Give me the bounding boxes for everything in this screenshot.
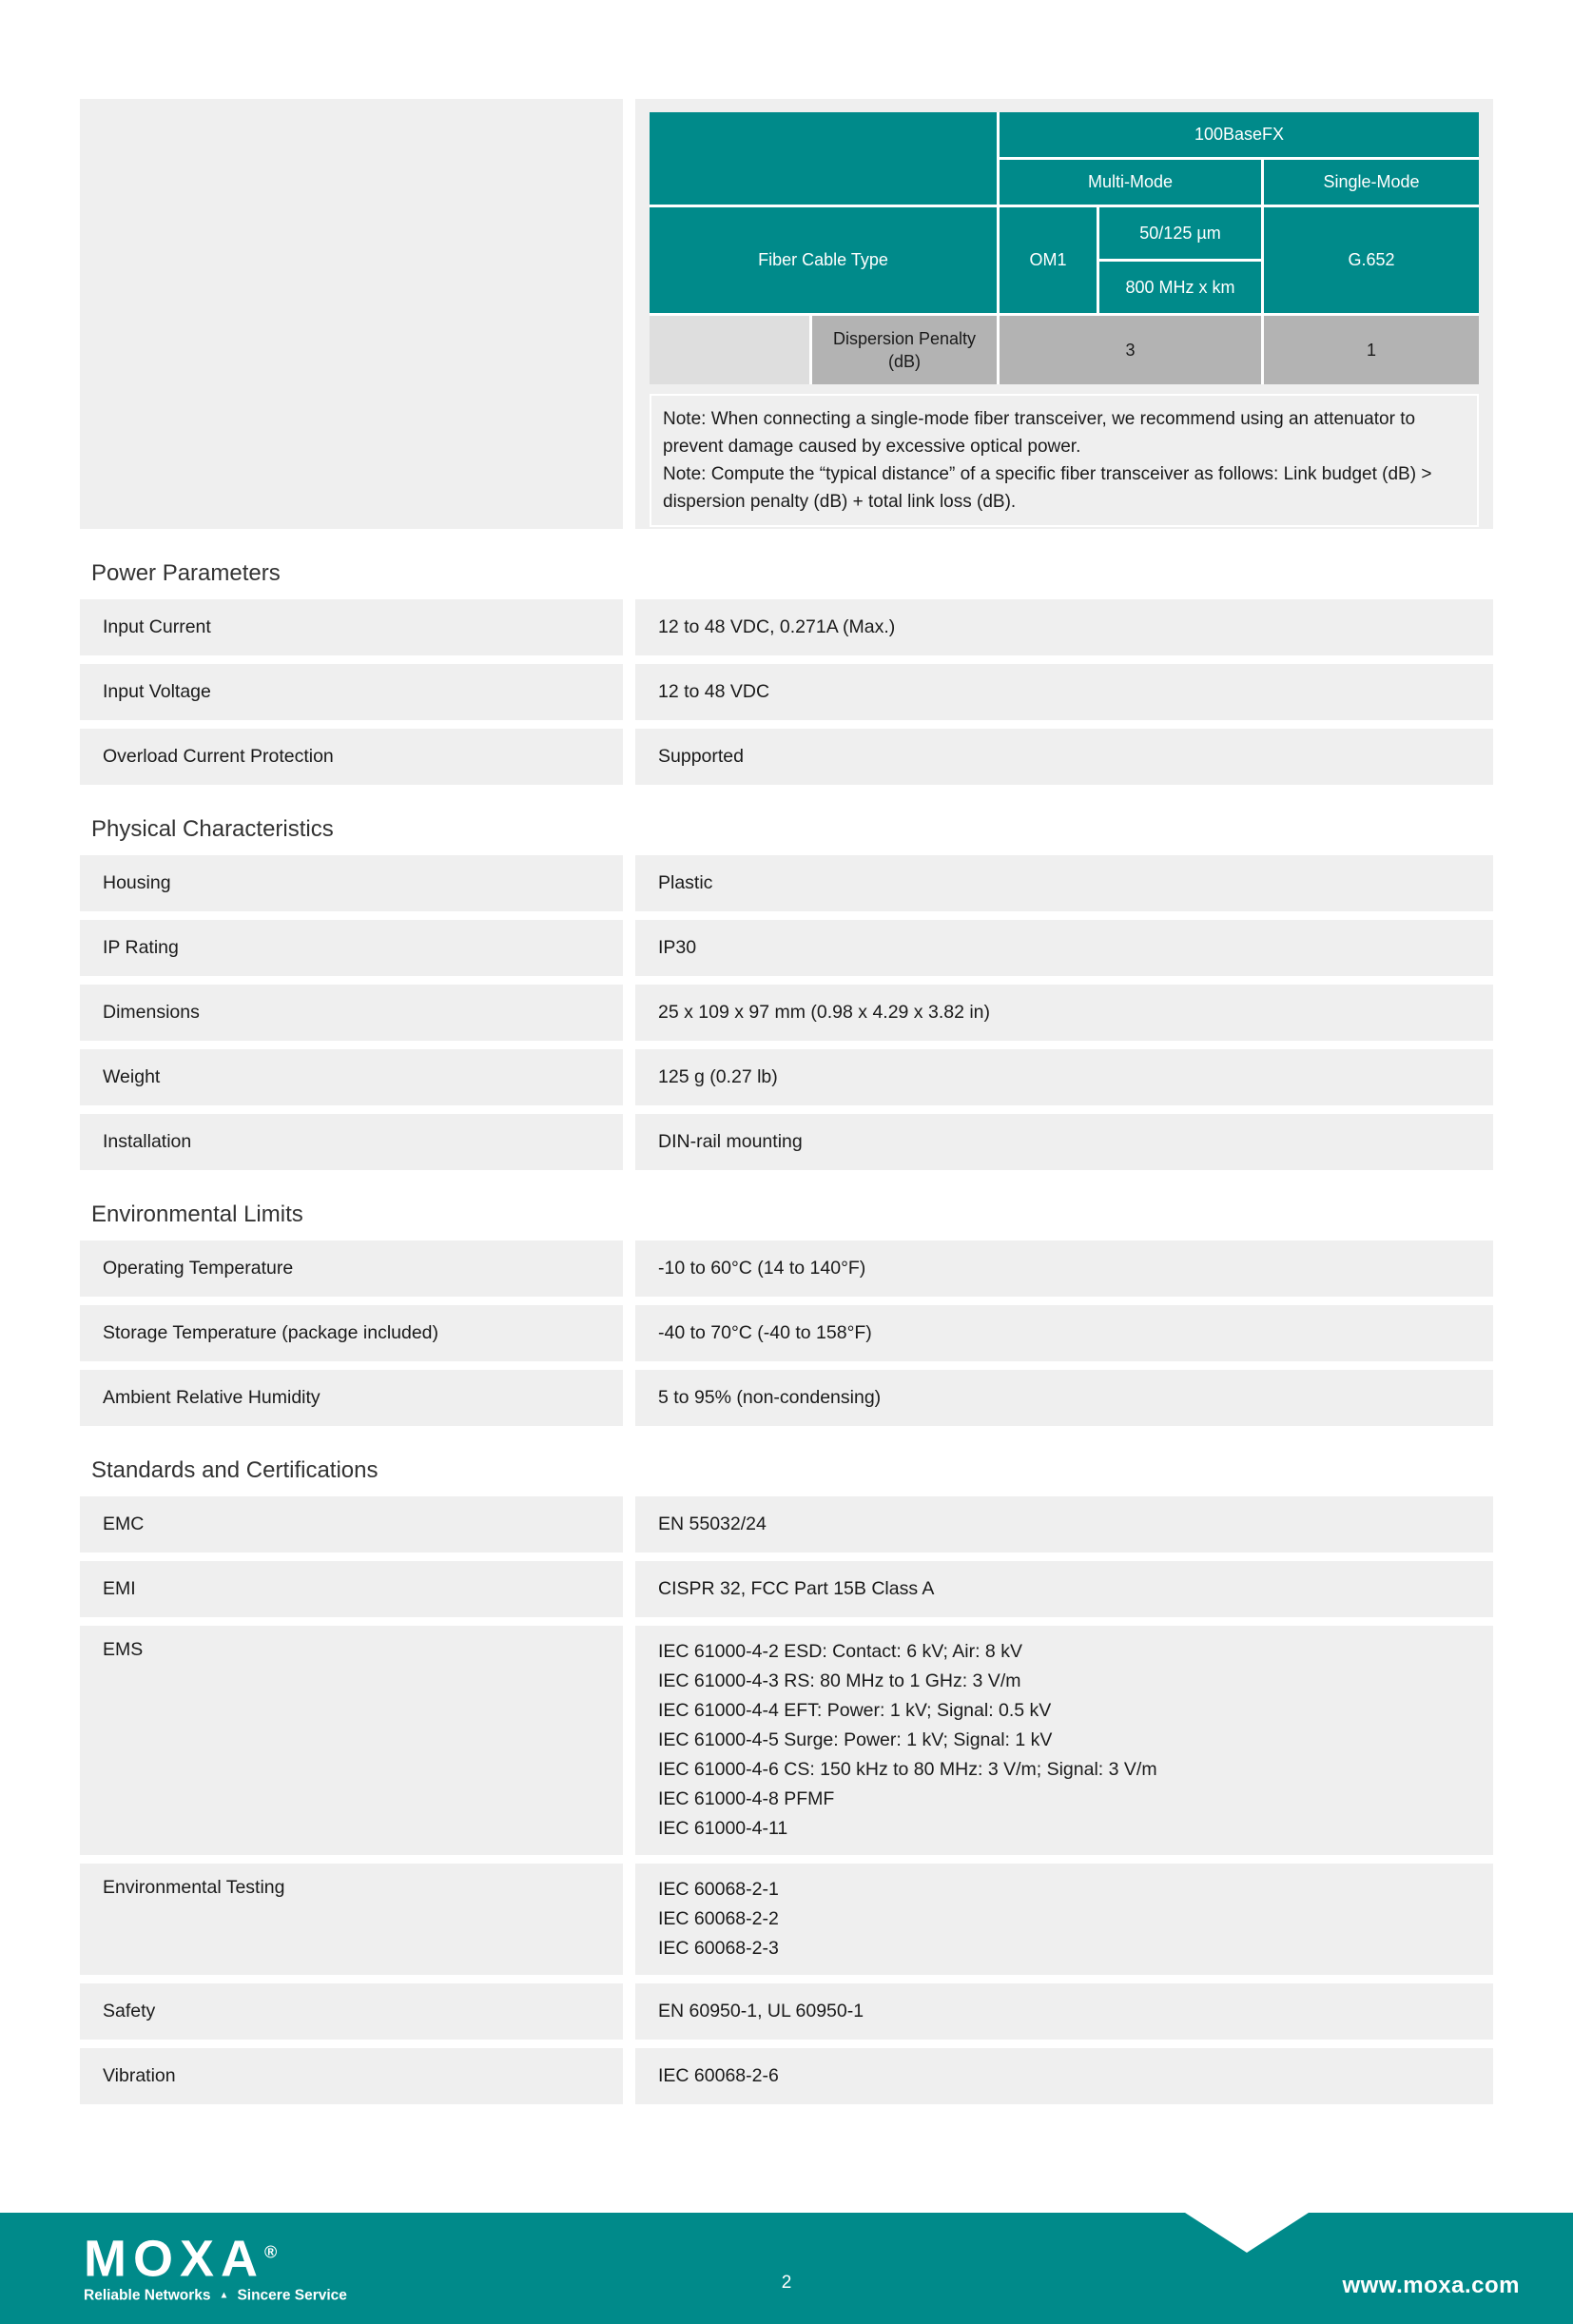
moxa-logo	[84, 2230, 347, 2304]
triangle-icon: ▲	[219, 2290, 229, 2300]
spec-row-label: Safety	[80, 1983, 623, 2040]
note-text: Note: Compute the “typical distance” of a specific fiber transceiver as follows: Link budget (dB) > dispersion penalty (dB) + total link loss (dB).	[663, 464, 1432, 512]
spec-row	[80, 1114, 1493, 1170]
moxa-tagline	[84, 2287, 347, 2304]
dispersion-single-mode-value: 1	[1264, 316, 1479, 384]
spec-row-label: Input Voltage	[80, 664, 623, 720]
spec-row-label: Ambient Relative Humidity	[80, 1370, 623, 1426]
spec-row	[80, 1496, 1493, 1553]
spec-row	[80, 1864, 1493, 1975]
spec-value-line: IEC 61000-4-3 RS: 80 MHz to 1 GHz: 3 V/m	[658, 1670, 1021, 1691]
spec-row-value	[635, 664, 1493, 720]
spec-row-value	[635, 1049, 1493, 1105]
table-header-fiber-cable-type: Fiber Cable Type	[650, 207, 997, 313]
spec-row-label: Input Current	[80, 599, 623, 655]
page-content	[80, 99, 1493, 2104]
spec-value-line: -40 to 70°C (-40 to 158°F)	[658, 1322, 872, 1343]
spec-value-line: 125 g (0.27 lb)	[658, 1066, 778, 1087]
page-footer	[0, 2213, 1573, 2324]
spec-row-label: Operating Temperature	[80, 1240, 623, 1297]
table-spacer-cell	[650, 316, 809, 384]
spec-value-line: Plastic	[658, 872, 713, 893]
spec-section	[80, 1457, 1493, 2104]
footer-ribbon-notch	[1185, 2213, 1309, 2253]
section-title: Power Parameters	[91, 560, 281, 586]
spec-row-label: Dimensions	[80, 985, 623, 1041]
spec-row	[80, 2048, 1493, 2104]
spec-value-line: 12 to 48 VDC, 0.271A (Max.)	[658, 616, 896, 637]
spec-row-label: EMS	[80, 1626, 623, 1855]
spec-row-label: Environmental Testing	[80, 1864, 623, 1975]
spec-row-value	[635, 2048, 1493, 2104]
dispersion-label-line1: Dispersion Penalty	[832, 329, 977, 348]
spec-sections	[80, 560, 1493, 2104]
spec-value-line: EN 60950-1, UL 60950-1	[658, 2001, 864, 2021]
dispersion-label-line2: (dB)	[887, 352, 921, 371]
spec-row-value	[635, 1305, 1493, 1361]
spec-row-label: EMI	[80, 1561, 623, 1617]
spec-row	[80, 599, 1493, 655]
table-corner-cell	[650, 112, 997, 205]
spec-row-value	[635, 920, 1493, 976]
spec-row	[80, 1305, 1493, 1361]
note-text: Note: When connecting a single-mode fiber transceiver, we recommend using an attenuator to prevent damage caused by excessive optical power.	[663, 409, 1416, 457]
table-dispersion-penalty-label	[812, 316, 997, 384]
spec-value-line: IEC 60068-2-2	[658, 1908, 779, 1929]
fiber-spec-panel	[635, 99, 1493, 529]
section-title: Standards and Certifications	[91, 1457, 379, 1483]
spec-row-value	[635, 1626, 1493, 1855]
spec-row	[80, 920, 1493, 976]
section-title: Physical Characteristics	[91, 816, 334, 842]
spec-value-line: IEC 60068-2-1	[658, 1879, 779, 1900]
spec-value-line: CISPR 32, FCC Part 15B Class A	[658, 1578, 935, 1599]
section-title: Environmental Limits	[91, 1201, 303, 1227]
spec-row-label: Installation	[80, 1114, 623, 1170]
spec-value-line: 25 x 109 x 97 mm (0.98 x 4.29 x 3.82 in)	[658, 1002, 991, 1023]
page-number: 2	[781, 2273, 792, 2293]
spec-row-value	[635, 855, 1493, 911]
spec-value-line: Supported	[658, 746, 744, 767]
spec-row-label: Overload Current Protection	[80, 729, 623, 785]
spec-row-value	[635, 1370, 1493, 1426]
spec-row	[80, 664, 1493, 720]
spec-row-value	[635, 1114, 1493, 1170]
empty-panel	[80, 99, 623, 529]
spec-value-line: 5 to 95% (non-condensing)	[658, 1387, 882, 1408]
spec-value-line: IP30	[658, 937, 697, 958]
spec-row	[80, 985, 1493, 1041]
top-section	[80, 99, 1493, 529]
table-cell-bandwidth: 800 MHz x km	[1099, 262, 1261, 313]
spec-row	[80, 1370, 1493, 1426]
website-link[interactable]: www.moxa.com	[1342, 2273, 1520, 2298]
spec-row-value	[635, 1983, 1493, 2040]
table-notes	[650, 394, 1479, 527]
table-header-single-mode: Single-Mode	[1264, 160, 1479, 205]
spec-row	[80, 1049, 1493, 1105]
spec-value-line: IEC 61000-4-6 CS: 150 kHz to 80 MHz: 3 V/m; Signal: 3 V/m	[658, 1759, 1157, 1780]
spec-row-label: EMC	[80, 1496, 623, 1553]
spec-row-label: Housing	[80, 855, 623, 911]
fiber-cable-table	[650, 112, 1479, 384]
spec-section	[80, 816, 1493, 1170]
spec-value-line: IEC 61000-4-8 PFMF	[658, 1788, 835, 1809]
registered-mark: ®	[264, 2242, 278, 2261]
spec-row-value	[635, 599, 1493, 655]
table-header-multi-mode: Multi-Mode	[1000, 160, 1261, 205]
spec-value-line: -10 to 60°C (14 to 140°F)	[658, 1258, 866, 1279]
table-header-100basefx: 100BaseFX	[1000, 112, 1479, 157]
spec-row-label: Storage Temperature (package included)	[80, 1305, 623, 1361]
spec-row-label: IP Rating	[80, 920, 623, 976]
spec-value-line: IEC 60068-2-6	[658, 2065, 779, 2086]
spec-value-line: EN 55032/24	[658, 1514, 767, 1534]
spec-row	[80, 1561, 1493, 1617]
spec-row-value	[635, 729, 1493, 785]
spec-row-value	[635, 1240, 1493, 1297]
spec-row-value	[635, 1561, 1493, 1617]
spec-value-line: IEC 60068-2-3	[658, 1938, 779, 1959]
table-cell-core-size: 50/125 µm	[1099, 207, 1261, 259]
spec-row	[80, 1626, 1493, 1855]
spec-row	[80, 1983, 1493, 2040]
spec-row	[80, 1240, 1493, 1297]
spec-value-line: DIN-rail mounting	[658, 1131, 803, 1152]
spec-value-line: IEC 61000-4-5 Surge: Power: 1 kV; Signal: 1 kV	[658, 1729, 1053, 1750]
tagline-left: Reliable Networks	[84, 2287, 211, 2303]
spec-section	[80, 560, 1493, 785]
spec-value-line: IEC 61000-4-11	[658, 1818, 788, 1839]
table-cell-om1: OM1	[1000, 207, 1097, 313]
spec-row-value	[635, 1496, 1493, 1553]
spec-row-label: Vibration	[80, 2048, 623, 2104]
moxa-logo-text	[84, 2230, 347, 2287]
spec-value-line: IEC 61000-4-4 EFT: Power: 1 kV; Signal: 0.5 kV	[658, 1700, 1052, 1721]
spec-row-value	[635, 1864, 1493, 1975]
spec-row	[80, 729, 1493, 785]
spec-value-line: 12 to 48 VDC	[658, 681, 770, 702]
tagline-right: Sincere Service	[237, 2287, 347, 2303]
spec-value-line: IEC 61000-4-2 ESD: Contact: 6 kV; Air: 8 kV	[658, 1641, 1022, 1662]
spec-section	[80, 1201, 1493, 1426]
table-cell-g652: G.652	[1264, 207, 1479, 313]
spec-row-label: Weight	[80, 1049, 623, 1105]
dispersion-multi-mode-value: 3	[1000, 316, 1261, 384]
spec-row-value	[635, 985, 1493, 1041]
spec-row	[80, 855, 1493, 911]
logo-word: MOXA	[84, 2230, 264, 2287]
